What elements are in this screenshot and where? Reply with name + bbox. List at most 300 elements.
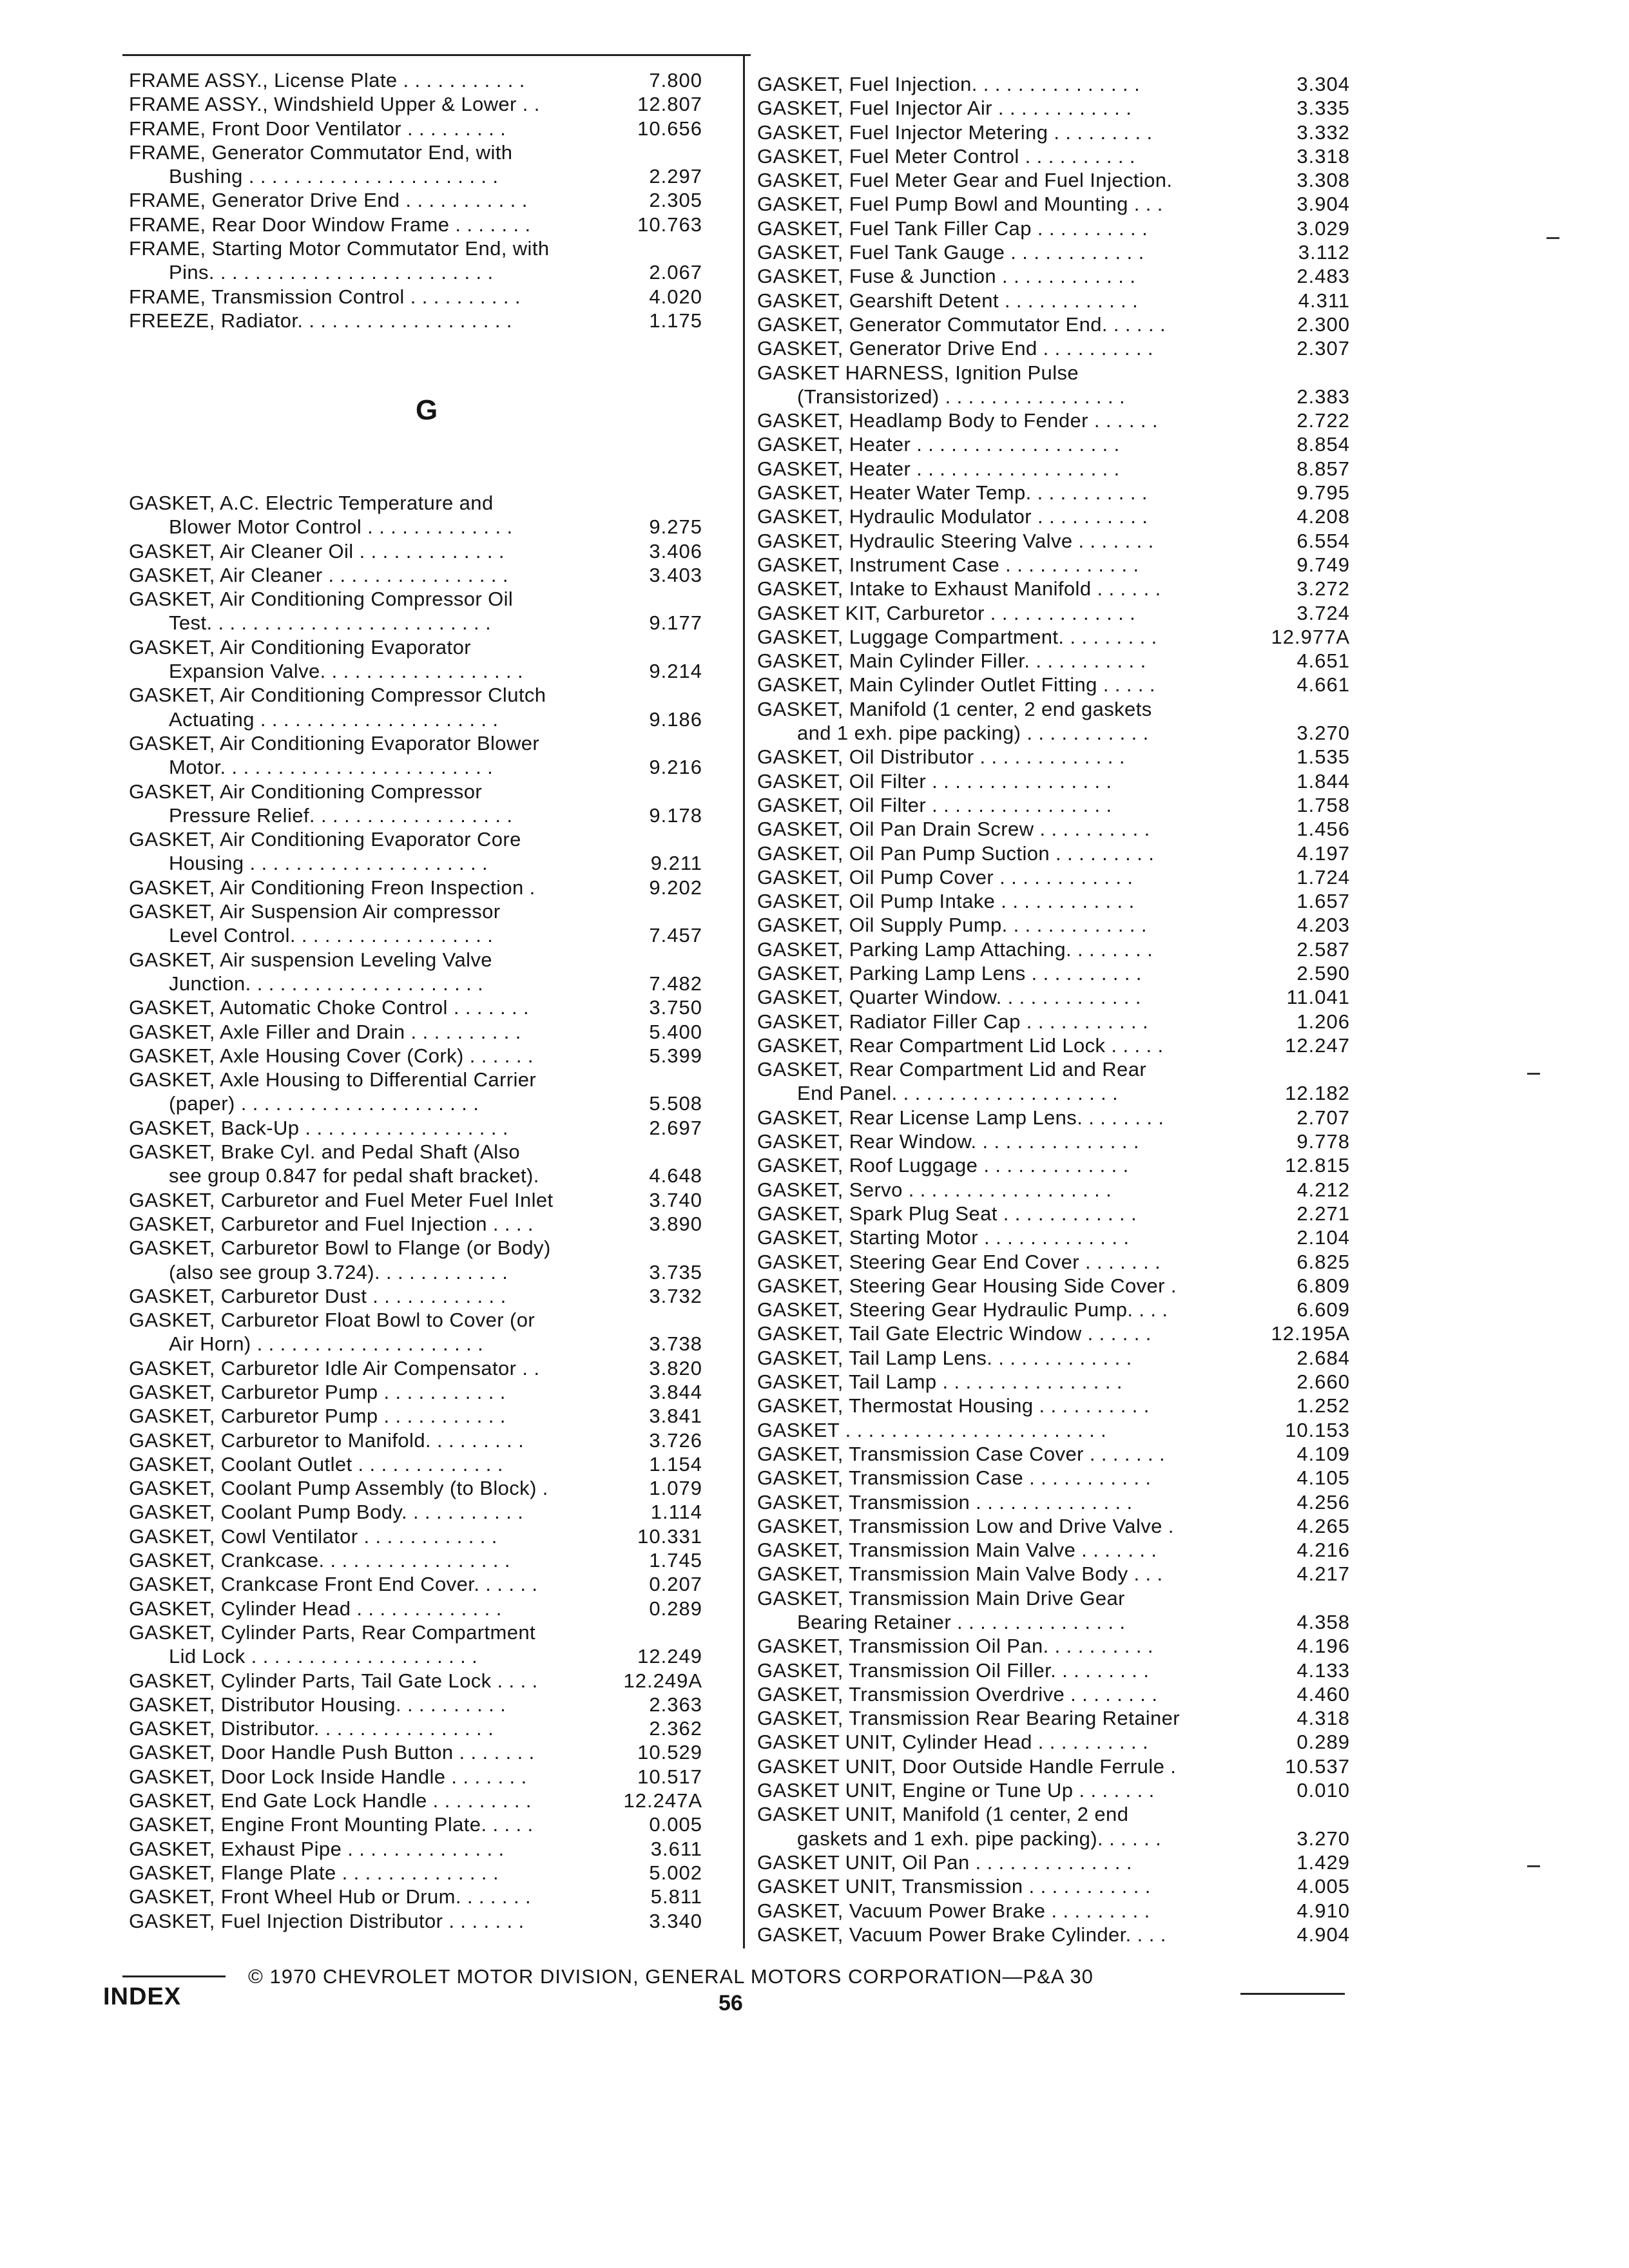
entry-group-number: 5.508 bbox=[649, 1092, 702, 1115]
entry-description: GASKET, Vacuum Power Brake . . . . . . . . . bbox=[757, 1899, 1150, 1922]
entry-description: GASKET, Door Lock Inside Handle . . . . . . . bbox=[129, 1765, 527, 1788]
entry-group-number: 2.587 bbox=[1296, 937, 1350, 961]
entry-group-number: 4.311 bbox=[1298, 289, 1350, 312]
index-entry bbox=[129, 1548, 702, 1572]
index-entry bbox=[757, 72, 1350, 96]
index-entry bbox=[757, 1106, 1350, 1129]
footer-index-label: INDEX bbox=[103, 1983, 182, 2010]
index-entry bbox=[757, 1610, 1350, 1634]
entry-description: GASKET, Transmission . . . . . . . . . . . . . . bbox=[757, 1490, 1133, 1514]
index-entry bbox=[129, 1524, 702, 1548]
entry-group-number: 8.857 bbox=[1296, 457, 1350, 480]
index-entry bbox=[129, 1332, 702, 1356]
index-entry bbox=[757, 336, 1350, 360]
footer-rule bbox=[1240, 1993, 1345, 1995]
index-entry bbox=[129, 117, 702, 140]
entry-description: GASKET, Heater Water Temp. . . . . . . . . . . bbox=[757, 481, 1148, 505]
entry-description: FRAME, Generator Drive End . . . . . . . . . . . bbox=[129, 189, 528, 212]
index-entry bbox=[129, 1020, 702, 1044]
entry-description: GASKET, Cylinder Head . . . . . . . . . . . . . bbox=[129, 1597, 502, 1620]
entry-group-number: 4.005 bbox=[1296, 1875, 1350, 1898]
entry-description: GASKET, Carburetor Float Bowl to Cover (or bbox=[129, 1309, 535, 1332]
entry-description: GASKET, Heater . . . . . . . . . . . . . . . . . . bbox=[757, 457, 1120, 480]
index-entry bbox=[129, 309, 702, 332]
index-entry bbox=[129, 1885, 702, 1908]
index-entry bbox=[757, 865, 1350, 889]
index-entry bbox=[129, 1236, 702, 1260]
entry-description: GASKET, End Gate Lock Handle . . . . . . . . . bbox=[129, 1789, 532, 1812]
entry-group-number: 9.177 bbox=[649, 611, 702, 635]
index-entry bbox=[129, 140, 702, 164]
index-entry bbox=[757, 889, 1350, 913]
entry-group-number: 3.844 bbox=[649, 1380, 702, 1403]
entry-group-number: 9.186 bbox=[649, 707, 702, 731]
entry-group-number: 12.195A bbox=[1271, 1322, 1350, 1345]
index-entry bbox=[129, 876, 702, 899]
entry-description: GASKET, Main Cylinder Filler. . . . . . . . . . . bbox=[757, 649, 1146, 673]
index-entry bbox=[129, 1789, 702, 1812]
index-entry bbox=[129, 1452, 702, 1476]
entry-group-number: 3.750 bbox=[649, 996, 702, 1019]
index-entry bbox=[757, 264, 1350, 288]
entry-description: GASKET UNIT, Engine or Tune Up . . . . . . . bbox=[757, 1779, 1155, 1802]
index-entry bbox=[757, 1802, 1350, 1826]
index-entry bbox=[757, 1442, 1350, 1466]
index-entry bbox=[757, 408, 1350, 432]
entry-description: GASKET, Carburetor Dust . . . . . . . . . . . . bbox=[129, 1284, 506, 1307]
entry-description: GASKET, Rear Compartment Lid Lock . . . . . bbox=[757, 1033, 1164, 1057]
index-entry bbox=[757, 1153, 1350, 1177]
entry-group-number: 5.400 bbox=[649, 1020, 702, 1043]
entry-group-number: 12.815 bbox=[1285, 1154, 1350, 1177]
index-entry bbox=[129, 1284, 702, 1308]
entry-group-number: 3.735 bbox=[649, 1260, 702, 1283]
entry-group-number: 2.271 bbox=[1296, 1202, 1350, 1225]
right-column-gasket-entries bbox=[757, 72, 1350, 1946]
entry-description: GASKET, Coolant Outlet . . . . . . . . . . . . . bbox=[129, 1452, 503, 1475]
index-entry bbox=[129, 707, 702, 731]
index-entry bbox=[757, 289, 1350, 312]
entry-description: GASKET, Luggage Compartment. . . . . . . . . bbox=[757, 625, 1157, 648]
entry-group-number: 1.206 bbox=[1296, 1010, 1350, 1033]
index-entry bbox=[757, 240, 1350, 264]
entry-group-number: 4.358 bbox=[1296, 1611, 1350, 1633]
index-entry bbox=[129, 827, 702, 851]
index-entry bbox=[129, 563, 702, 587]
index-entry bbox=[129, 659, 702, 683]
entry-group-number: 7.457 bbox=[649, 924, 702, 947]
entry-description: GASKET, Transmission Low and Drive Valve . bbox=[757, 1514, 1174, 1537]
entry-description: GASKET, Front Wheel Hub or Drum. . . . . . . bbox=[129, 1885, 531, 1908]
entry-group-number: 9.749 bbox=[1296, 553, 1350, 576]
entry-group-number: 1.252 bbox=[1296, 1394, 1350, 1418]
index-entry bbox=[757, 481, 1350, 505]
entry-description: GASKET, Transmission Rear Bearing Retainer bbox=[757, 1707, 1181, 1730]
entry-group-number: 4.203 bbox=[1296, 914, 1350, 937]
entry-description: Lid Lock . . . . . . . . . . . . . . . . . . . . bbox=[169, 1645, 478, 1668]
entry-group-number: 1.154 bbox=[649, 1452, 702, 1475]
index-entry bbox=[757, 1033, 1350, 1057]
entry-group-number: 2.660 bbox=[1296, 1370, 1350, 1394]
entry-description: Motor. . . . . . . . . . . . . . . . . . . . . . . . bbox=[169, 756, 494, 779]
index-entry bbox=[129, 948, 702, 972]
index-entry bbox=[129, 1716, 702, 1740]
entry-group-number: 1.535 bbox=[1296, 745, 1350, 769]
index-entry bbox=[129, 923, 702, 947]
entry-group-number: 7.800 bbox=[649, 69, 702, 91]
entry-description: GASKET, Air Conditioning Evaporator bbox=[129, 635, 471, 658]
entry-description: and 1 exh. pipe packing) . . . . . . . . . . . bbox=[797, 722, 1149, 745]
entry-group-number: 2.363 bbox=[649, 1693, 702, 1716]
index-entry bbox=[757, 1682, 1350, 1706]
section-heading: G bbox=[416, 394, 439, 426]
index-entry bbox=[757, 769, 1350, 793]
index-entry bbox=[129, 899, 702, 923]
index-entry bbox=[757, 1923, 1350, 1946]
index-entry bbox=[757, 1010, 1350, 1033]
index-entry bbox=[129, 515, 702, 539]
entry-description: GASKET, Vacuum Power Brake Cylinder. . . . bbox=[757, 1923, 1166, 1946]
scan-mark bbox=[1547, 237, 1559, 239]
entry-group-number: 3.406 bbox=[649, 539, 702, 562]
index-entry bbox=[129, 1356, 702, 1380]
index-entry bbox=[757, 432, 1350, 456]
index-entry bbox=[129, 1428, 702, 1452]
entry-group-number: 3.740 bbox=[649, 1188, 702, 1211]
index-entry bbox=[129, 1188, 702, 1212]
entry-description: GASKET, Air suspension Leveling Valve bbox=[129, 948, 492, 971]
index-entry bbox=[757, 1562, 1350, 1586]
entry-group-number: 2.305 bbox=[649, 189, 702, 212]
entry-group-number: 2.300 bbox=[1296, 312, 1350, 336]
entry-description: GASKET, Axle Filler and Drain . . . . . . . . . . bbox=[129, 1020, 521, 1043]
entry-description: GASKET, Back-Up . . . . . . . . . . . . . . . . . . bbox=[129, 1116, 508, 1139]
index-entry bbox=[757, 913, 1350, 937]
entry-description: GASKET, Cowl Ventilator . . . . . . . . . . . . bbox=[129, 1524, 497, 1548]
entry-group-number: 3.732 bbox=[649, 1284, 702, 1307]
entry-group-number: 4.212 bbox=[1296, 1178, 1350, 1201]
entry-group-number: 4.318 bbox=[1296, 1707, 1350, 1730]
entry-group-number: 3.820 bbox=[649, 1356, 702, 1379]
entry-description: Actuating . . . . . . . . . . . . . . . . . . . . . bbox=[169, 707, 499, 731]
entry-group-number: 3.270 bbox=[1296, 722, 1350, 745]
entry-description: End Panel. . . . . . . . . . . . . . . . . . . . bbox=[797, 1082, 1119, 1105]
entry-description: FRAME, Transmission Control . . . . . . . . . . bbox=[129, 285, 521, 308]
entry-group-number: 0.289 bbox=[649, 1597, 702, 1620]
page-number: 56 bbox=[718, 1991, 743, 2015]
index-entry bbox=[757, 841, 1350, 865]
entry-description: GASKET, Fuel Tank Filler Cap . . . . . . . . . . bbox=[757, 216, 1148, 240]
entry-description: GASKET, Air Conditioning Compressor bbox=[129, 780, 483, 803]
entry-description: GASKET, Transmission Main Valve Body . . . bbox=[757, 1562, 1163, 1586]
entry-description: GASKET, Oil Filter . . . . . . . . . . . . . . . . bbox=[757, 793, 1112, 816]
entry-description: GASKET, Oil Pan Pump Suction . . . . . . . . . bbox=[757, 841, 1155, 865]
entry-description: GASKET, Fuel Injection Distributor . . . . . . . bbox=[129, 1909, 525, 1932]
entry-group-number: 12.977A bbox=[1271, 625, 1350, 648]
entry-description: GASKET, Steering Gear End Cover . . . . . . . bbox=[757, 1250, 1161, 1273]
entry-description: GASKET, Coolant Pump Body. . . . . . . . . . . bbox=[129, 1501, 524, 1524]
entry-description: GASKET UNIT, Transmission . . . . . . . . . . . bbox=[757, 1875, 1151, 1898]
index-entry bbox=[757, 1394, 1350, 1418]
index-entry bbox=[129, 683, 702, 707]
entry-description: GASKET, Hydraulic Steering Valve . . . . . . . bbox=[757, 529, 1154, 552]
entry-description: GASKET, Manifold (1 center, 2 end gaskets bbox=[757, 697, 1152, 720]
entry-description: FRAME ASSY., Windshield Upper & Lower . . bbox=[129, 93, 540, 116]
entry-description: GASKET UNIT, Door Outside Handle Ferrule . bbox=[757, 1754, 1177, 1778]
entry-group-number: 0.289 bbox=[1296, 1731, 1350, 1754]
index-entry bbox=[129, 803, 702, 827]
entry-description: GASKET, Cylinder Parts, Tail Gate Lock . . . . bbox=[129, 1669, 538, 1692]
entry-group-number: 2.307 bbox=[1296, 337, 1350, 360]
index-entry bbox=[757, 1899, 1350, 1923]
index-entry bbox=[129, 1644, 702, 1668]
entry-group-number: 1.175 bbox=[649, 309, 702, 332]
entry-group-number: 5.811 bbox=[650, 1885, 702, 1908]
entry-description: GASKET, Air Conditioning Freon Inspection . bbox=[129, 876, 535, 899]
entry-group-number: 1.758 bbox=[1296, 793, 1350, 816]
entry-description: Bushing . . . . . . . . . . . . . . . . . . . . . . bbox=[169, 165, 499, 188]
entry-description: GASKET, Air Conditioning Compressor Oil bbox=[129, 588, 514, 611]
index-entry bbox=[129, 1164, 702, 1187]
index-entry bbox=[757, 745, 1350, 769]
entry-group-number: 4.460 bbox=[1296, 1682, 1350, 1706]
index-entry bbox=[129, 1380, 702, 1404]
entry-group-number: 3.318 bbox=[1296, 144, 1350, 168]
entry-group-number: 0.005 bbox=[649, 1813, 702, 1836]
entry-group-number: 9.202 bbox=[649, 876, 702, 899]
entry-group-number: 4.265 bbox=[1296, 1514, 1350, 1537]
index-entry bbox=[757, 1250, 1350, 1274]
entry-group-number: 9.178 bbox=[649, 803, 702, 827]
index-entry bbox=[757, 1466, 1350, 1490]
entry-description: GASKET, Fuel Injector Air . . . . . . . . . . . . bbox=[757, 97, 1132, 120]
index-entry bbox=[757, 937, 1350, 961]
index-entry bbox=[129, 611, 702, 635]
entry-group-number: 9.778 bbox=[1296, 1130, 1350, 1153]
entry-description: GASKET, Quarter Window. . . . . . . . . . . . . bbox=[757, 986, 1141, 1009]
entry-group-number: 1.724 bbox=[1296, 865, 1350, 889]
index-entry bbox=[129, 1572, 702, 1596]
entry-group-number: 6.809 bbox=[1296, 1274, 1350, 1297]
index-entry bbox=[129, 1260, 702, 1284]
entry-description: GASKET, Fuel Injection. . . . . . . . . . . . . . . bbox=[757, 73, 1141, 95]
entry-description: GASKET, Transmission Oil Filler. . . . . . . . . bbox=[757, 1658, 1150, 1682]
entry-description: GASKET, Carburetor and Fuel Injection . . . . bbox=[129, 1212, 534, 1235]
index-entry bbox=[129, 213, 702, 236]
entry-description: FRAME, Rear Door Window Frame . . . . . . . bbox=[129, 213, 531, 236]
entry-group-number: 3.611 bbox=[650, 1837, 702, 1860]
scan-mark bbox=[1527, 1073, 1540, 1075]
entry-group-number: 3.738 bbox=[649, 1332, 702, 1356]
entry-group-number: 9.211 bbox=[650, 852, 702, 875]
entry-group-number: 4.197 bbox=[1296, 841, 1350, 865]
index-entry bbox=[129, 236, 702, 260]
index-entry bbox=[129, 1500, 702, 1524]
index-entry bbox=[129, 1765, 702, 1789]
entry-description: FREEZE, Radiator. . . . . . . . . . . . . . . . . . . bbox=[129, 309, 512, 332]
index-entry bbox=[129, 1620, 702, 1644]
entry-description: GASKET, Thermostat Housing . . . . . . . . . . bbox=[757, 1394, 1150, 1418]
index-entry bbox=[757, 216, 1350, 240]
entry-group-number: 1.456 bbox=[1296, 818, 1350, 841]
entry-description: GASKET, Fuel Meter Gear and Fuel Injection. bbox=[757, 169, 1173, 192]
index-entry bbox=[757, 144, 1350, 168]
entry-description: Junction. . . . . . . . . . . . . . . . . . . . . bbox=[169, 972, 484, 995]
index-entry bbox=[757, 673, 1350, 697]
entry-group-number: 12.249A bbox=[623, 1669, 702, 1692]
entry-description: GASKET, Engine Front Mounting Plate. . . . . bbox=[129, 1813, 534, 1836]
entry-description: GASKET, Transmission Main Valve . . . . . . . bbox=[757, 1539, 1157, 1562]
entry-description: GASKET, Carburetor Bowl to Flange (or Body) bbox=[129, 1236, 551, 1260]
entry-description: GASKET, Oil Pan Drain Screw . . . . . . . . . . bbox=[757, 818, 1150, 841]
index-entry bbox=[757, 1874, 1350, 1898]
entry-description: Housing . . . . . . . . . . . . . . . . . . . . . bbox=[169, 852, 488, 875]
entry-description: GASKET, Rear Compartment Lid and Rear bbox=[757, 1058, 1147, 1081]
entry-group-number: 4.109 bbox=[1296, 1442, 1350, 1465]
entry-group-number: 4.904 bbox=[1296, 1923, 1350, 1946]
index-entry bbox=[757, 553, 1350, 577]
index-entry bbox=[129, 1116, 702, 1140]
entry-group-number: 4.651 bbox=[1296, 649, 1350, 673]
entry-description: GASKET, Carburetor Pump . . . . . . . . . . . bbox=[129, 1380, 506, 1403]
entry-group-number: 2.383 bbox=[1296, 385, 1350, 408]
index-entry bbox=[129, 1693, 702, 1716]
index-entry bbox=[757, 1538, 1350, 1562]
entry-description: GASKET, Rear License Lamp Lens. . . . . . . . bbox=[757, 1106, 1164, 1129]
entry-group-number: 6.609 bbox=[1296, 1298, 1350, 1321]
entry-description: GASKET, Exhaust Pipe . . . . . . . . . . . . . . bbox=[129, 1837, 505, 1860]
entry-group-number: 8.854 bbox=[1296, 433, 1350, 456]
index-entry bbox=[129, 1212, 702, 1236]
index-entry bbox=[129, 1044, 702, 1068]
footer-copyright: © 1970 CHEVROLET MOTOR DIVISION, GENERAL MOTORS CORPORATION—P&A 30 bbox=[248, 1965, 1094, 1988]
entry-group-number: 10.153 bbox=[1285, 1418, 1350, 1441]
entry-description: GASKET, Crankcase. . . . . . . . . . . . . . . . . bbox=[129, 1549, 510, 1572]
entry-description: GASKET, Crankcase Front End Cover. . . . . . bbox=[129, 1573, 538, 1596]
entry-description: Air Horn) . . . . . . . . . . . . . . . . . . . . bbox=[169, 1332, 484, 1356]
entry-description: see group 0.847 for pedal shaft bracket). bbox=[169, 1164, 539, 1187]
left-column-gasket-entries bbox=[129, 491, 702, 1933]
entry-group-number: 3.270 bbox=[1296, 1827, 1350, 1850]
entry-description: GASKET, Generator Commutator End. . . . . . bbox=[757, 312, 1166, 336]
entry-group-number: 3.726 bbox=[649, 1428, 702, 1452]
index-entry bbox=[757, 1346, 1350, 1370]
entry-description: GASKET, Oil Distributor . . . . . . . . . . . . . bbox=[757, 745, 1125, 769]
entry-group-number: 2.104 bbox=[1296, 1226, 1350, 1249]
entry-description: GASKET, Axle Housing to Differential Carrier bbox=[129, 1068, 537, 1091]
entry-group-number: 1.079 bbox=[649, 1477, 702, 1500]
entry-group-number: 0.207 bbox=[649, 1573, 702, 1596]
entry-group-number: 1.745 bbox=[649, 1549, 702, 1572]
entry-group-number: 9.795 bbox=[1296, 481, 1350, 505]
entry-description: GASKET, Air Conditioning Evaporator Blower bbox=[129, 731, 540, 754]
entry-description: GASKET, Intake to Exhaust Manifold . . . . . . bbox=[757, 577, 1161, 601]
entry-description: GASKET, Steering Gear Housing Side Cover . bbox=[757, 1274, 1177, 1297]
entry-description: FRAME ASSY., License Plate . . . . . . . . . . . bbox=[129, 69, 525, 91]
entry-description: FRAME, Starting Motor Commutator End, with bbox=[129, 237, 550, 260]
index-entry bbox=[757, 1634, 1350, 1658]
entry-group-number: 4.217 bbox=[1296, 1562, 1350, 1586]
index-entry bbox=[757, 1057, 1350, 1081]
entry-group-number: 10.763 bbox=[637, 213, 702, 236]
index-entry bbox=[757, 1274, 1350, 1298]
entry-description: GASKET, Fuel Injector Metering . . . . . . . . . bbox=[757, 120, 1153, 144]
entry-description: (also see group 3.724). . . . . . . . . . . . bbox=[169, 1260, 508, 1283]
entry-description: GASKET, Air Conditioning Evaporator Core bbox=[129, 828, 521, 851]
entry-group-number: 4.208 bbox=[1296, 505, 1350, 528]
entry-description: GASKET, Carburetor Idle Air Compensator . . bbox=[129, 1356, 540, 1379]
entry-description: GASKET, Axle Housing Cover (Cork) . . . . . . bbox=[129, 1044, 534, 1067]
entry-description: GASKET, Automatic Choke Control . . . . . . . bbox=[129, 996, 530, 1019]
index-entry bbox=[757, 577, 1350, 601]
index-entry bbox=[757, 1178, 1350, 1202]
index-entry bbox=[129, 1740, 702, 1764]
index-entry bbox=[757, 1514, 1350, 1538]
entry-group-number: 2.297 bbox=[649, 165, 702, 188]
entry-group-number: 2.684 bbox=[1296, 1346, 1350, 1369]
entry-group-number: 3.332 bbox=[1296, 120, 1350, 144]
entry-description: GASKET, Coolant Pump Assembly (to Block) . bbox=[129, 1477, 548, 1500]
entry-description: GASKET, Generator Drive End . . . . . . . . . . bbox=[757, 337, 1153, 360]
entry-description: FRAME, Generator Commutator End, with bbox=[129, 140, 513, 164]
index-entry bbox=[129, 491, 702, 515]
entry-description: GASKET, Distributor. . . . . . . . . . . . . . . . bbox=[129, 1717, 494, 1740]
entry-description: GASKET . . . . . . . . . . . . . . . . . . . . . . . bbox=[757, 1418, 1107, 1441]
entry-description: GASKET, Rear Window. . . . . . . . . . . . . . . bbox=[757, 1130, 1139, 1153]
entry-group-number: 3.403 bbox=[649, 563, 702, 586]
entry-group-number: 10.331 bbox=[637, 1524, 702, 1548]
entry-group-number: 9.275 bbox=[649, 515, 702, 539]
entry-description: GASKET, Air Conditioning Compressor Clutch bbox=[129, 684, 546, 707]
entry-description: Test. . . . . . . . . . . . . . . . . . . . . . . . . bbox=[169, 611, 492, 635]
index-entry bbox=[129, 68, 702, 92]
index-entry bbox=[757, 721, 1350, 745]
entry-description: GASKET, Distributor Housing. . . . . . . . . . bbox=[129, 1693, 506, 1716]
entry-description: GASKET, Air Suspension Air compressor bbox=[129, 900, 501, 923]
index-entry bbox=[757, 625, 1350, 649]
index-entry bbox=[129, 1140, 702, 1164]
index-entry bbox=[129, 1091, 702, 1115]
entry-description: Pins. . . . . . . . . . . . . . . . . . . . . . . . . bbox=[169, 261, 494, 284]
index-entry bbox=[129, 780, 702, 803]
entry-description: (Transistorized) . . . . . . . . . . . . . . . . bbox=[797, 385, 1125, 408]
entry-description: GASKET, Door Handle Push Button . . . . . . . bbox=[129, 1741, 535, 1764]
index-entry bbox=[757, 1778, 1350, 1802]
index-entry bbox=[757, 1081, 1350, 1105]
entry-description: FRAME, Front Door Ventilator . . . . . . . . . bbox=[129, 117, 506, 140]
entry-group-number: 1.114 bbox=[650, 1501, 702, 1524]
index-entry bbox=[757, 457, 1350, 481]
entry-description: GASKET, Gearshift Detent . . . . . . . . . . . . bbox=[757, 289, 1139, 312]
index-entry bbox=[129, 731, 702, 755]
entry-group-number: 1.657 bbox=[1296, 890, 1350, 913]
index-entry bbox=[129, 1812, 702, 1836]
entry-group-number: 4.216 bbox=[1296, 1539, 1350, 1562]
entry-group-number: 3.335 bbox=[1296, 97, 1350, 120]
entry-group-number: 3.340 bbox=[649, 1909, 702, 1932]
entry-description: GASKET, Steering Gear Hydraulic Pump. . . . bbox=[757, 1298, 1168, 1321]
index-entry bbox=[757, 697, 1350, 721]
entry-description: GASKET, Parking Lamp Attaching. . . . . . . . bbox=[757, 937, 1153, 961]
entry-description: GASKET, Cylinder Parts, Rear Compartment bbox=[129, 1620, 536, 1644]
entry-description: GASKET, Starting Motor . . . . . . . . . . . . . bbox=[757, 1226, 1130, 1249]
entry-group-number: 2.590 bbox=[1296, 961, 1350, 985]
entry-description: GASKET, Flange Plate . . . . . . . . . . . . . . bbox=[129, 1861, 499, 1884]
index-entry bbox=[757, 385, 1350, 408]
index-entry bbox=[129, 1308, 702, 1332]
entry-group-number: 10.529 bbox=[637, 1741, 702, 1764]
entry-group-number: 12.182 bbox=[1285, 1082, 1350, 1105]
